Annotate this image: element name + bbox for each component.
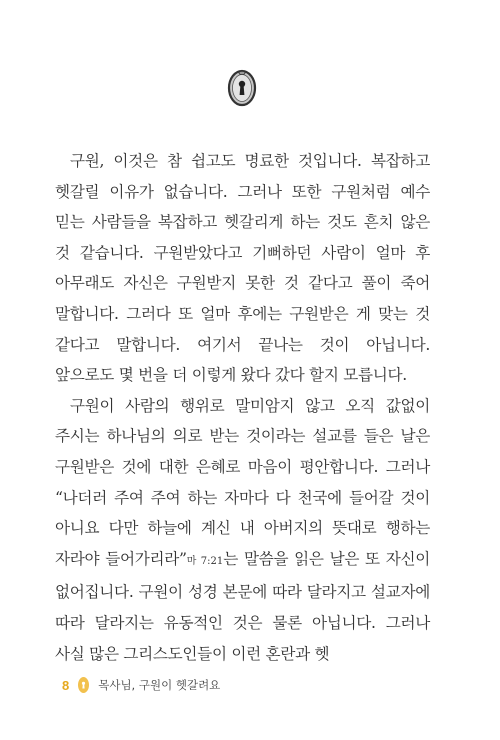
paragraph-1: 구원, 이것은 참 쉽고도 명료한 것입니다. 복잡하고 헷갈릴 이유가 없습니다. 그러나 또한 구원처럼 예수 믿는 사람들을 복잡하고 헷갈리게 하는 것도 흔치 않은 것 같습니다. 구원받았다고 기뻐하던 사람이 얼마 후 아무래도 자신은 구원받지 못한 것 같다고 풀이 죽어 말합니다. 그러다 또 얼마 후에는 구원받은 게 맞는 것 같다고 말합니다. 여기서 끝나는 것이 아닙니다. 앞으로도 몇 번을 더 이렇게 왔다 갔다 할지 모릅니다. [55,152,430,385]
paragraph-2-text-after: 는 말씀을 읽은 날은 또 자신이 없어집니다. 구원이 성경 본문에 따라 달라지고 설교자에 따라 달라지는 유동적인 것은 물론 아닙니다. 그러나 사실 많은 그리스도인들이 이런 혼란과 헷 [55,549,430,663]
book-title: 목사님, 구원이 헷갈려요 [98,678,221,692]
page-number: 8 [62,677,70,693]
body-text [55,146,430,669]
keyhole-icon [77,676,90,694]
paragraph-2-text-before: 구원이 사람의 행위로 말미암지 않고 오직 값없이 주시는 하나님의 의로 받는 것이라는 설교를 들은 날은 구원받은 것에 대한 은혜로 마음이 평안합니다. 그러나 “나더러 주여 주여 하는 자마다 다 천국에 들어갈 것이 아니요 다만 하늘에 계신 내 아버지의 뜻대로 행하는 자라야 들어가리라” [55,396,430,568]
page-footer [62,675,220,695]
paragraph-2 [55,391,430,669]
scripture-reference: 마 7:21 [186,555,224,567]
keyhole-ornament-icon [224,68,260,108]
